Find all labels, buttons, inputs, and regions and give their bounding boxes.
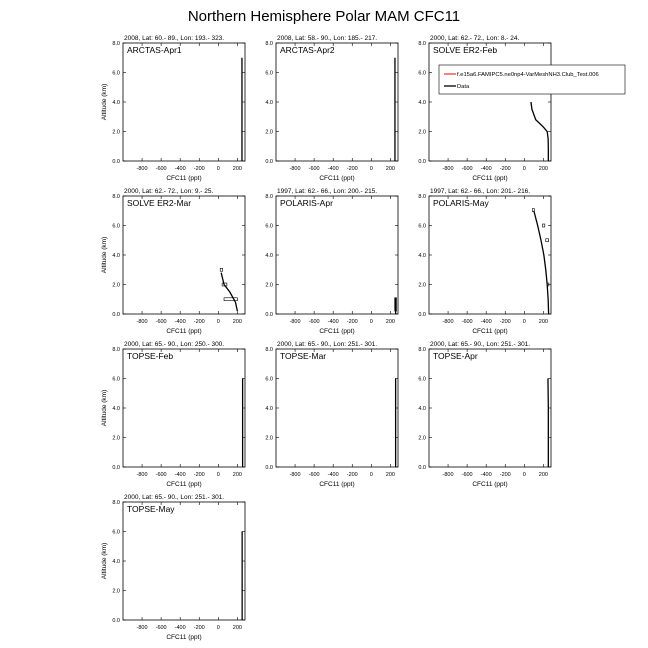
chart-panel [265, 188, 398, 335]
x-tick-label: -800 [289, 472, 301, 478]
x-tick-label: 0 [522, 166, 526, 172]
x-tick-label: -600 [461, 472, 473, 478]
y-tick-label: 6.0 [112, 223, 120, 230]
x-tick-label: -600 [155, 472, 167, 478]
x-tick-label: -200 [499, 166, 511, 172]
plot-frame [276, 349, 398, 467]
chart-panel [101, 494, 245, 641]
y-tick-label: 0.0 [265, 312, 273, 318]
panel-header: 2000, Lat: 65.- 90., Lon: 251.- 301. [277, 341, 378, 348]
x-tick-label: -200 [193, 472, 205, 478]
legend-data-label: Data [457, 84, 470, 90]
x-tick-label: -800 [136, 625, 148, 631]
plot-frame [276, 196, 398, 314]
x-tick-label: 0 [216, 472, 220, 478]
panel-label: SOLVE ER2-Feb [433, 45, 498, 55]
x-tick-label: -800 [136, 319, 148, 325]
y-tick-label: 4.0 [112, 406, 120, 412]
plot-frame [123, 349, 245, 467]
y-tick-label: 4.0 [265, 100, 273, 106]
panel-label: ARCTAS-Apr2 [280, 45, 335, 55]
y-tick-label: 2.0 [112, 282, 120, 289]
x-tick-label: 200 [232, 319, 242, 325]
x-tick-label: -800 [136, 166, 148, 172]
y-tick-label: 6.0 [265, 376, 273, 383]
x-tick-label: 200 [232, 472, 242, 478]
y-tick-label: 8.0 [112, 500, 120, 506]
plot-frame [123, 43, 245, 161]
y-tick-label: 4.0 [112, 253, 120, 259]
x-tick-label: -600 [155, 319, 167, 325]
x-tick-label: -400 [327, 166, 339, 172]
y-tick-label: 0.0 [112, 159, 120, 165]
x-tick-label: 0 [369, 319, 373, 325]
x-tick-label: -200 [193, 625, 205, 631]
x-tick-label: -400 [174, 166, 186, 172]
x-tick-label: 0 [369, 472, 373, 478]
x-axis-label: CFC11 (ppt) [319, 481, 355, 488]
x-axis-label: CFC11 (ppt) [472, 481, 508, 488]
y-tick-label: 6.0 [112, 70, 120, 77]
x-axis-label: CFC11 (ppt) [319, 175, 355, 182]
y-tick-label: 0.0 [112, 618, 120, 624]
data-range-box [220, 268, 222, 271]
y-tick-label: 4.0 [418, 253, 426, 259]
y-tick-label: 0.0 [112, 312, 120, 318]
x-tick-label: 0 [216, 166, 220, 172]
chart-panel [418, 188, 551, 335]
x-tick-label: 200 [538, 319, 548, 325]
panel-label: POLARIS-May [433, 198, 489, 208]
y-tick-label: 6.0 [112, 376, 120, 383]
x-tick-label: -600 [155, 166, 167, 172]
data-profile-line [531, 102, 548, 161]
chart-panel [101, 188, 245, 335]
x-tick-label: 200 [232, 625, 242, 631]
y-tick-label: 0.0 [418, 312, 426, 318]
x-tick-label: -800 [442, 472, 454, 478]
x-tick-label: -200 [346, 166, 358, 172]
y-tick-label: 2.0 [112, 129, 120, 136]
panel-label: ARCTAS-Apr1 [127, 45, 182, 55]
panel-header: 1997, Lat: 62.- 66., Lon: 201.- 216. [430, 188, 531, 195]
x-tick-label: 200 [385, 472, 395, 478]
data-range-box [542, 224, 544, 227]
y-axis-label: Altitude (km) [101, 236, 108, 274]
x-tick-label: -600 [461, 319, 473, 325]
x-tick-label: -800 [289, 319, 301, 325]
y-tick-label: 6.0 [265, 70, 273, 77]
x-tick-label: -400 [174, 472, 186, 478]
x-tick-label: -600 [308, 319, 320, 325]
x-axis-label: CFC11 (ppt) [166, 481, 202, 488]
chart-panel [101, 341, 245, 488]
x-tick-label: -200 [499, 472, 511, 478]
panel-header: 2000, Lat: 62.- 72., Lon: 8.- 24. [430, 35, 520, 42]
y-tick-label: 4.0 [265, 253, 273, 259]
x-tick-label: -400 [480, 166, 492, 172]
x-tick-label: -400 [174, 319, 186, 325]
x-axis-label: CFC11 (ppt) [472, 175, 508, 182]
x-tick-label: -400 [327, 472, 339, 478]
y-axis-label: Altitude (km) [101, 83, 108, 121]
y-tick-label: 8.0 [418, 347, 426, 353]
y-tick-label: 8.0 [112, 347, 120, 353]
y-tick-label: 2.0 [112, 588, 120, 595]
x-tick-label: -200 [499, 319, 511, 325]
plot-frame [123, 196, 245, 314]
x-tick-label: -600 [461, 166, 473, 172]
panel-label: TOPSE-Mar [280, 351, 327, 361]
panel-header: 1997, Lat: 62.- 66., Lon: 200.- 215. [277, 188, 378, 195]
chart-panel [101, 35, 245, 182]
y-tick-label: 4.0 [418, 406, 426, 412]
x-tick-label: -800 [442, 166, 454, 172]
y-tick-label: 6.0 [418, 70, 426, 77]
x-tick-label: -400 [327, 319, 339, 325]
x-axis-label: CFC11 (ppt) [166, 175, 202, 182]
x-axis-label: CFC11 (ppt) [319, 328, 355, 335]
x-tick-label: -600 [155, 625, 167, 631]
y-tick-label: 2.0 [112, 435, 120, 442]
x-tick-label: 0 [216, 319, 220, 325]
y-tick-label: 2.0 [418, 435, 426, 442]
y-tick-label: 8.0 [265, 347, 273, 353]
panel-header: 2000, Lat: 65.- 90., Lon: 251.- 301. [124, 494, 225, 501]
x-tick-label: -400 [174, 625, 186, 631]
y-tick-label: 6.0 [418, 376, 426, 383]
plot-frame [429, 196, 551, 314]
y-tick-label: 2.0 [265, 435, 273, 442]
y-tick-label: 8.0 [112, 194, 120, 200]
data-range-box [546, 239, 549, 242]
x-tick-label: 0 [216, 625, 220, 631]
x-tick-label: 0 [369, 166, 373, 172]
x-tick-label: 0 [522, 472, 526, 478]
y-tick-label: 4.0 [265, 406, 273, 412]
x-tick-label: -800 [442, 319, 454, 325]
x-tick-label: 0 [522, 319, 526, 325]
y-tick-label: 6.0 [418, 223, 426, 230]
x-tick-label: 200 [538, 472, 548, 478]
panel-header: 2000, Lat: 62.- 72., Lon: 9.- 25. [124, 188, 214, 195]
data-range-box [224, 298, 237, 301]
y-tick-label: 0.0 [418, 465, 426, 471]
plot-frame [123, 502, 245, 620]
x-tick-label: -600 [308, 472, 320, 478]
plot-frame [429, 43, 551, 161]
y-axis-label: Altitude (km) [101, 389, 108, 427]
y-tick-label: 4.0 [112, 100, 120, 106]
y-tick-label: 6.0 [112, 529, 120, 536]
x-tick-label: -200 [346, 472, 358, 478]
panel-header: 2000, Lat: 65.- 90., Lon: 251.- 301. [430, 341, 531, 348]
x-tick-label: -400 [480, 319, 492, 325]
data-profile-line [534, 211, 549, 314]
x-tick-label: -600 [308, 166, 320, 172]
y-tick-label: 8.0 [265, 194, 273, 200]
x-tick-label: -400 [480, 472, 492, 478]
x-tick-label: -200 [193, 319, 205, 325]
y-tick-label: 8.0 [418, 194, 426, 200]
y-tick-label: 4.0 [112, 559, 120, 565]
y-tick-label: 0.0 [112, 465, 120, 471]
x-tick-label: -800 [289, 166, 301, 172]
x-tick-label: 200 [385, 319, 395, 325]
plot-frame [429, 349, 551, 467]
chart-panel [418, 35, 625, 182]
x-tick-label: -200 [346, 319, 358, 325]
x-tick-label: 200 [538, 166, 548, 172]
x-axis-label: CFC11 (ppt) [166, 328, 202, 335]
panel-header: 2008, Lat: 60.- 89., Lon: 193.- 323. [124, 35, 225, 42]
legend-model-label: f.e15a6.FAMIPC5.ne0np4-VarMeshNH3.Club_Test.006 [457, 72, 599, 78]
chart-panel [418, 341, 551, 488]
chart-panel [265, 35, 398, 182]
y-tick-label: 8.0 [112, 41, 120, 47]
y-tick-label: 2.0 [418, 282, 426, 289]
x-tick-label: 200 [232, 166, 242, 172]
y-tick-label: 8.0 [418, 41, 426, 47]
panel-label: SOLVE ER2-Mar [127, 198, 192, 208]
y-tick-label: 0.0 [418, 159, 426, 165]
y-tick-label: 0.0 [265, 159, 273, 165]
x-tick-label: -800 [136, 472, 148, 478]
plot-frame [276, 43, 398, 161]
y-tick-label: 8.0 [265, 41, 273, 47]
panel-header: 2008, Lat: 58.- 90., Lon: 185.- 217. [277, 35, 378, 42]
panel-label: TOPSE-Apr [433, 351, 478, 361]
y-tick-label: 2.0 [265, 129, 273, 136]
panel-label: TOPSE-May [127, 504, 175, 514]
panel-label: TOPSE-Feb [127, 351, 174, 361]
x-tick-label: 200 [385, 166, 395, 172]
panel-header: 2000, Lat: 65.- 90., Lon: 250.- 300. [124, 341, 225, 348]
y-tick-label: 2.0 [418, 129, 426, 136]
panel-label: POLARIS-Apr [280, 198, 333, 208]
y-tick-label: 0.0 [265, 465, 273, 471]
figure-title: Northern Hemisphere Polar MAM CFC11 [187, 8, 461, 25]
data-profile-line [221, 273, 237, 311]
y-tick-label: 6.0 [265, 223, 273, 230]
legend [439, 65, 625, 94]
x-axis-label: CFC11 (ppt) [166, 634, 202, 641]
x-axis-label: CFC11 (ppt) [472, 328, 508, 335]
y-tick-label: 2.0 [265, 282, 273, 289]
y-axis-label: Altitude (km) [101, 542, 108, 580]
chart-panel [265, 341, 398, 488]
y-tick-label: 4.0 [418, 100, 426, 106]
x-tick-label: -200 [193, 166, 205, 172]
